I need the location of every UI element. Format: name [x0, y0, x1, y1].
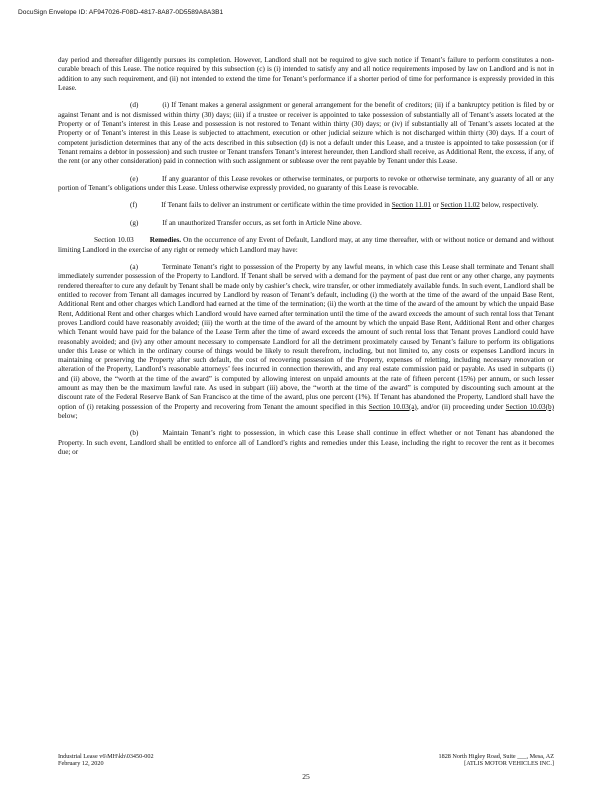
clause-a-text-after: below;: [58, 411, 78, 420]
footer-address: 1828 North Higley Road, Suite ___, Mesa, AZ: [438, 753, 554, 760]
clause-f-text-after: below, respectively.: [479, 201, 539, 210]
section-10-03a-link[interactable]: Section 10.03(a): [368, 402, 417, 411]
paragraph-e: [58, 175, 554, 194]
clause-a-label: (a): [130, 263, 138, 272]
paragraph-b: [58, 429, 554, 457]
document-page: [58, 56, 554, 465]
section-intro-text: On the occurrence of any Event of Default, Landlord may, at any time thereafter, with or without notice or demand and without limiting Landlord in the exercise of any right or remedy which Landlord may have:: [58, 236, 555, 254]
clause-a-text: Terminate Tenant’s right to possession of the Property by any lawful means, in which case this Lease shall terminate and Tenant shall immediately surrender possession of the Property to Landlord. If Tenant shall be served with a demand for the payment of past due rent or any other charge, any payments rendered thereafter to cure any default by Tenant shall be made only by cashier’s check, wire transfer, or other immediately available funds. In such event, Landlord shall be entitled to recover from Tenant all damages incurred by Landlord by reason of Tenant’s default, including (i) the worth at the time of the award of the unpaid Base Rent, Additional Rent and other charges which Landlord had earned at the time of the termination; (ii) the worth at the time of the award of the amount by which the unpaid Base Rent, Additional Rent and other charges which Landlord would have earned after termination until the time of the award exceeds the amount of such rental loss that Tenant proves Landlord could have reasonably avoided; (iii) the worth at the time of the award of the amount by which the unpaid Base Rent, Additional Rent and other charges which Tenant would have paid for the balance of the Lease Term after the time of award exceeds the amount of such rental loss that Tenant proves Landlord could have reasonably avoided; and (iv) any other amount necessary to compensate Landlord for all the detriment proximately caused by Tenant’s failure to perform its obligations under this Lease or which in the ordinary course of things would be likely to result therefrom, including, but not limited to, any costs or expenses Landlord incurs in maintaining or preserving the Property after such default, the cost of recovering possession of the Property, expenses of reletting, including necessary renovation or alteration of the Property, Landlord’s reasonable attorneys’ fees incurred in connection therewith, and any real estate commission paid or payable. As used in subparts (i) and (ii) above, the “worth at the time of the award” is computed by allowing interest on unpaid amounts at the rate of fifteen percent (15%) per annum, or such lesser amount as may then be the maximum lawful rate. As used in subpart (iii) above, the “worth at the time of the award” is computed by discounting such amount at the discount rate of the Federal Reserve Bank of San Francisco at the time of the award, plus one percent (1%). If Tenant has abandoned the Property, Landlord shall have the option of (i) retaking possession of the Property and recovering from Tenant the amount specified in this: [58, 263, 554, 411]
clause-g-label: (g): [130, 218, 139, 227]
paragraph-a: [58, 263, 554, 421]
section-number: Section 10.03: [94, 236, 134, 245]
clause-f-text-mid: or: [430, 201, 441, 210]
footer-doc-ref: Industrial Lease v6\MH\kh\03450-002: [58, 753, 154, 760]
paragraph-c-continuation: day period and thereafter diligently pursues its completion. However, Landlord shall not be required to give such notice if Tenant’s failure to perform constitutes a non-curable breach of this Lease. The notice required by this subsection (c) is (i) intended to satisfy any and all notice requirements imposed by law on Landlord and is not in addition to any such requirement, and (ii) not intended to extend the time for Tenant’s performance if a shorter period of time for performance is expressly provided in this Lease.: [58, 56, 554, 92]
footer-date: February 12, 2020: [58, 760, 104, 768]
section-10-03: [58, 236, 554, 255]
section-title: Remedies.: [149, 236, 182, 245]
paragraph-f: [58, 201, 554, 210]
clause-e-text: If any guarantor of this Lease revokes or otherwise terminates, or purports to revoke or otherwise terminate, any guaranty of all or any portion of Tenant’s obligations under this Lease. Unless otherwise expressly provided, no guaranty of this Lease is revocable.: [58, 174, 554, 192]
section-11-01-link[interactable]: Section 11.01: [391, 201, 431, 210]
clause-f-label: (f): [130, 201, 138, 210]
clause-g-text: If an unauthorized Transfer occurs, as set forth in Article Nine above.: [162, 218, 362, 227]
section-11-02-link[interactable]: Section 11.02: [440, 201, 480, 210]
footer-tenant-name: [ATLIS MOTOR VEHICLES INC.]: [464, 760, 554, 768]
section-10-03b-link[interactable]: Section 10.03(b): [505, 402, 554, 411]
clause-d-text: (i) If Tenant makes a general assignment or general arrangement for the benefit of creditors; (ii) if a bankruptcy petition is filed by or against Tenant and is not dismissed within thirty (30) days; (iii) if a trustee or receiver is appointed to take possession of substantially all of Tenant’s assets located at the Property or of Tenant’s interest in this Lease and possession is not restored to Tenant within thirty (30) days; or (iv) if substantially all of Tenant’s assets located at the Property or of Tenant’s interest in this Lease is subjected to attachment, execution or other judicial seizure which is not discharged within thirty (30) days. If a court of competent jurisdiction determines that any of the acts described in this subsection (d) is not a default under this Lease, and a trustee is appointed to take possession (or if Tenant remains a debtor in possession) and such trustee or Tenant transfers Tenant’s interest hereunder, then Landlord shall receive, as Additional Rent, the excess, if any, of the rent (or any other consideration) paid in connection with such assignment or sublease over the rent payable by Tenant under this Lease.: [58, 101, 554, 166]
clause-a-text-mid: , and/or (ii) proceeding under: [416, 402, 506, 411]
page-number: 25: [302, 772, 310, 781]
clause-d-label: (d): [130, 101, 139, 110]
footer-left: [58, 753, 154, 768]
paragraph-d: [58, 101, 554, 166]
clause-b-text: Maintain Tenant’s right to possession, in which case this Lease shall continue in effect whether or not Tenant has abandoned the Property. In such event, Landlord shall be entitled to enforce all of Landlord’s rights and remedies under this Lease, including the right to recover the rent as it becomes due; or: [58, 429, 554, 456]
paragraph-g: [58, 219, 554, 228]
docusign-envelope-id: DocuSign Envelope ID: AF947026-F08D-4817-8A87-0D5589A8A3B1: [18, 9, 224, 16]
clause-e-label: (e): [130, 174, 138, 183]
clause-f-text-before: If Tenant fails to deliver an instrument or certificate within the time provided in: [161, 201, 392, 210]
footer-right: [439, 753, 555, 768]
clause-b-label: (b): [130, 429, 139, 438]
